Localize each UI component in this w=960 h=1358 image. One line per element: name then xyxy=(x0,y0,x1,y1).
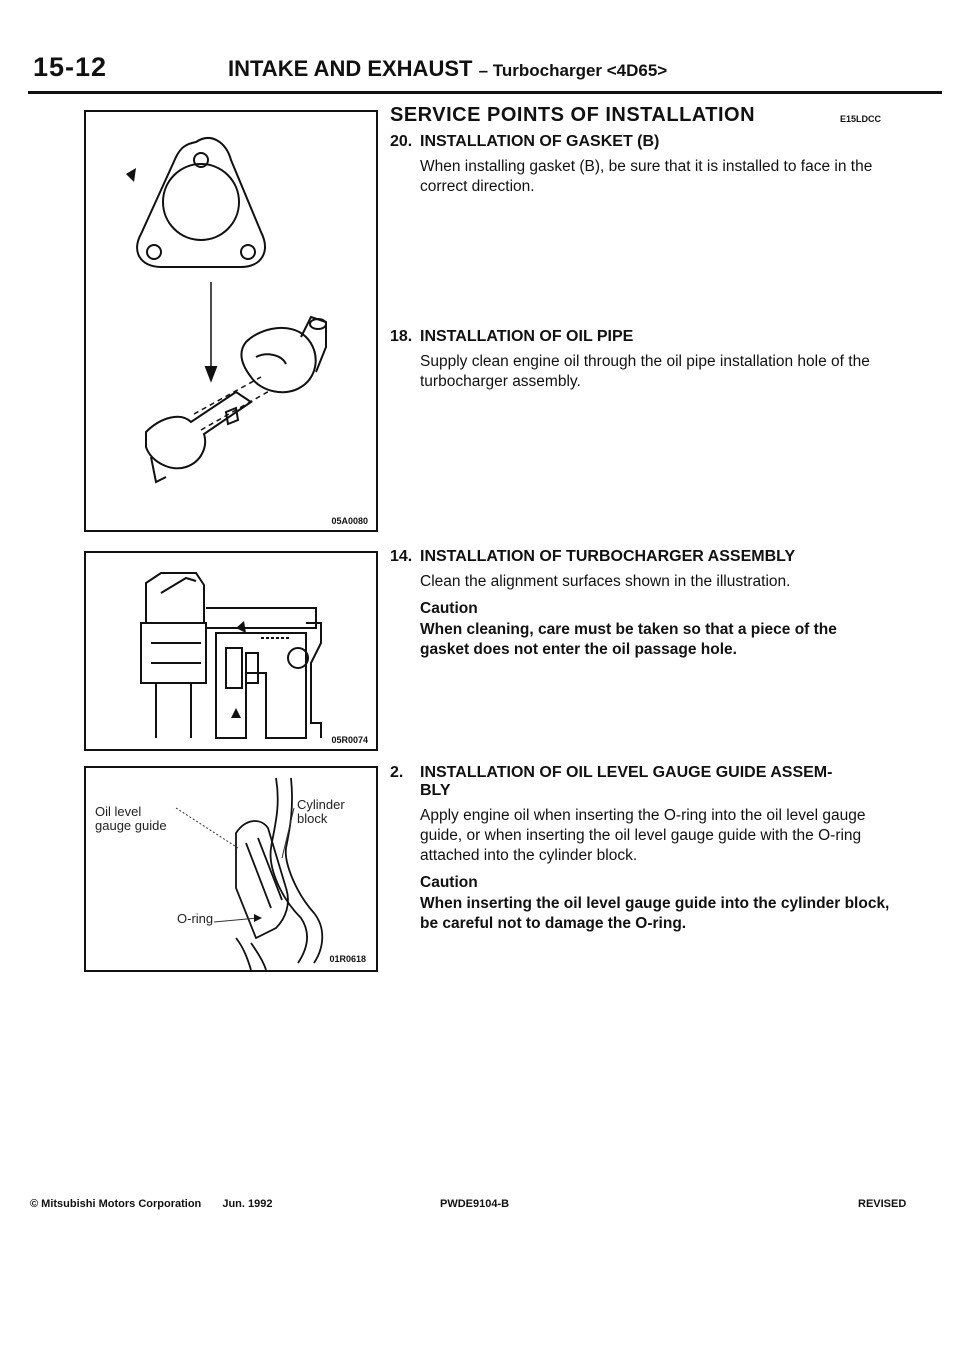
item-turbocharger xyxy=(390,548,890,660)
item-number: 18. xyxy=(390,328,413,345)
label-cylinder-block: Cylinder block xyxy=(297,797,345,826)
item-heading: INSTALLATION OF OIL PIPE xyxy=(420,328,634,345)
gasket-illustration xyxy=(86,112,376,530)
header-rule xyxy=(28,91,942,94)
caution-text: When inserting the oil level gauge guide into the cylinder block, be careful not to damage the O-ring. xyxy=(420,895,890,932)
page-title: INTAKE AND EXHAUST – Turbocharger <4D65> xyxy=(228,56,668,81)
item-text: Clean the alignment surfaces shown in the illustration. xyxy=(420,573,791,590)
item-number: 2. xyxy=(390,764,404,781)
copyright-text: © Mitsubishi Motors Corporation xyxy=(30,1198,202,1210)
label-oil-level-gauge-guide: Oil level gauge guide xyxy=(95,804,167,833)
label-o-ring: O-ring xyxy=(177,911,214,926)
turbocharger-illustration xyxy=(86,553,376,749)
item-oil-pipe xyxy=(390,328,890,392)
item-heading: INSTALLATION OF OIL LEVEL GAUGE GUIDE ASSEM-BLY xyxy=(420,764,833,799)
figure-turbocharger xyxy=(84,551,378,751)
figure-gauge-guide xyxy=(84,766,378,972)
section-code: E15LDCC xyxy=(840,114,882,124)
figure-code: 05R0074 xyxy=(331,735,368,745)
footer-doc-code: PWDE9104-B xyxy=(440,1198,510,1210)
page-title-sub: Turbocharger <4D65> xyxy=(492,61,668,80)
section-header xyxy=(390,104,910,127)
item-number: 20. xyxy=(390,133,413,150)
item-gasket xyxy=(390,133,890,197)
caution-label: Caution xyxy=(420,600,478,617)
footer-date: Jun. 1992 xyxy=(222,1198,273,1210)
section-title: SERVICE POINTS OF INSTALLATION xyxy=(390,104,756,126)
item-heading: INSTALLATION OF GASKET (B) xyxy=(420,133,660,150)
caution-label: Caution xyxy=(420,874,478,891)
item-gauge-guide xyxy=(390,764,890,934)
item-text: Apply engine oil when inserting the O-ring into the oil level gauge guide, or when inserting the oil level gauge guide with the O-ring attached into the cylinder block. xyxy=(420,807,866,864)
caution-text: When cleaning, care must be taken so that a piece of the gasket does not enter the oil passage hole. xyxy=(420,621,837,658)
figure-gasket xyxy=(84,110,378,532)
page-title-main: INTAKE AND EXHAUST xyxy=(228,56,473,81)
item-text: When installing gasket (B), be sure that it is installed to face in the correct direction. xyxy=(420,158,873,195)
item-number: 14. xyxy=(390,548,413,565)
figure-code: 01R0618 xyxy=(329,954,366,964)
item-text: Supply clean engine oil through the oil pipe installation hole of the turbocharger assembly. xyxy=(420,353,870,390)
page-number: 15-12 xyxy=(33,52,108,82)
footer-status: REVISED xyxy=(858,1198,907,1210)
footer-copyright xyxy=(30,1198,272,1210)
figure-code: 05A0080 xyxy=(331,516,368,526)
item-heading: INSTALLATION OF TURBOCHARGER ASSEMBLY xyxy=(420,548,796,565)
